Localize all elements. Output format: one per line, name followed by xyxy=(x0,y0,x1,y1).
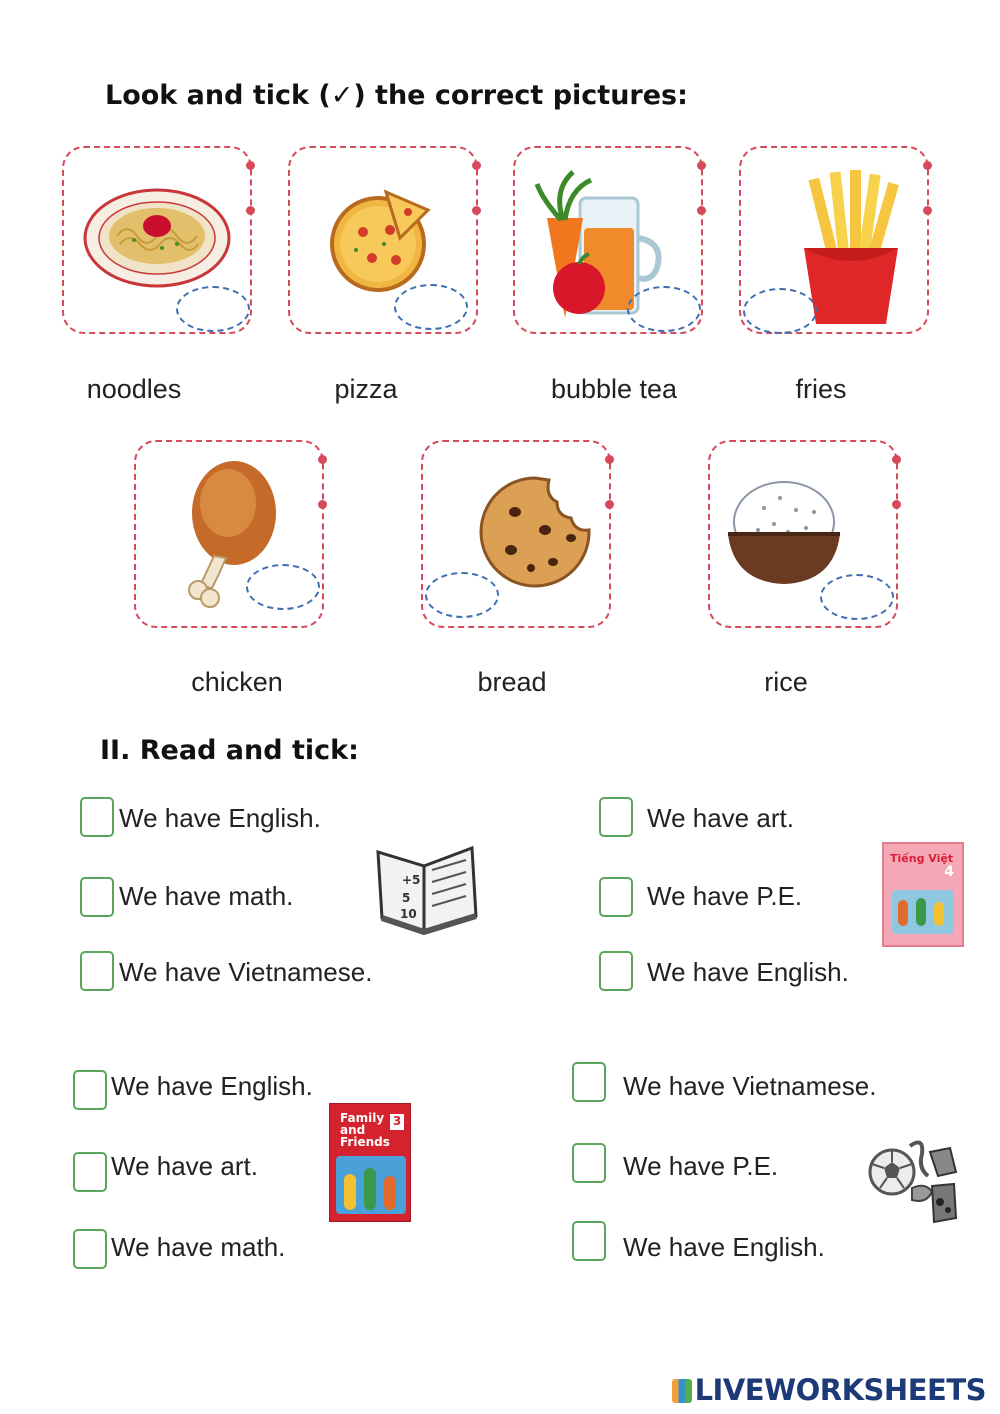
food-card-pizza xyxy=(288,146,478,334)
checkbox[interactable] xyxy=(599,877,633,917)
food-card-chicken xyxy=(134,440,324,628)
label-bubble-tea: bubble tea xyxy=(550,374,678,404)
family-and-friends-book-icon xyxy=(329,1103,411,1222)
label-bread: bread xyxy=(477,667,547,697)
pizza-icon xyxy=(328,182,438,297)
tick-oval[interactable] xyxy=(820,574,894,620)
svg-text:10: 10 xyxy=(400,907,417,921)
tick-oval[interactable] xyxy=(425,572,499,618)
tick-oval[interactable] xyxy=(743,288,817,334)
cookie-icon xyxy=(475,472,595,592)
label-chicken: chicken xyxy=(191,667,283,697)
checkbox[interactable] xyxy=(73,1070,107,1110)
food-card-noodles xyxy=(62,146,252,334)
checkbox[interactable] xyxy=(572,1221,606,1261)
option-text: We have P.E. xyxy=(623,1151,779,1181)
label-pizza: pizza xyxy=(334,374,398,404)
option-text: We have English. xyxy=(111,1071,313,1101)
noodles-icon xyxy=(82,178,232,288)
vietnamese-book-icon xyxy=(882,842,964,947)
tick-oval[interactable] xyxy=(176,286,250,332)
sports-equipment-icon xyxy=(866,1132,960,1230)
book-title: Family and Friends xyxy=(340,1111,390,1149)
option-text: We have art. xyxy=(647,803,794,833)
liveworksheets-logo-icon xyxy=(672,1379,692,1403)
option-text: We have Vietnamese. xyxy=(119,957,373,987)
food-card-rice xyxy=(708,440,898,628)
food-card-fries xyxy=(739,146,929,334)
rice-bowl-icon xyxy=(724,468,844,588)
checkbox[interactable] xyxy=(572,1143,606,1183)
tick-oval[interactable] xyxy=(627,286,701,332)
option-text: We have English. xyxy=(623,1232,825,1262)
option-text: We have English. xyxy=(119,803,321,833)
option-text: We have P.E. xyxy=(647,881,803,911)
option-text: We have math. xyxy=(119,881,294,911)
checkbox[interactable] xyxy=(73,1229,107,1269)
book-number: 4 xyxy=(944,864,954,880)
checkbox[interactable] xyxy=(599,951,633,991)
label-fries: fries xyxy=(795,374,847,404)
svg-text:+5: +5 xyxy=(402,873,421,887)
math-book-icon xyxy=(372,832,480,936)
food-card-bubble-tea xyxy=(513,146,703,334)
checkbox[interactable] xyxy=(80,951,114,991)
tick-oval[interactable] xyxy=(246,564,320,610)
checkbox[interactable] xyxy=(599,797,633,837)
checkbox[interactable] xyxy=(572,1062,606,1102)
checkbox[interactable] xyxy=(80,877,114,917)
tick-oval[interactable] xyxy=(394,284,468,330)
option-text: We have Vietnamese. xyxy=(623,1071,877,1101)
section2-title: II. Read and tick: xyxy=(100,735,359,766)
option-text: We have English. xyxy=(647,957,849,987)
label-noodles: noodles xyxy=(86,374,182,404)
book-title: Tiếng Việt xyxy=(890,852,954,865)
svg-text:5: 5 xyxy=(402,891,411,905)
liveworksheets-logo: LIVEWORKSHEETS xyxy=(672,1373,986,1407)
option-text: We have art. xyxy=(111,1151,258,1181)
option-text: We have math. xyxy=(111,1232,286,1262)
label-rice: rice xyxy=(764,667,808,697)
checkbox[interactable] xyxy=(73,1152,107,1192)
section1-title: Look and tick (✓) the correct pictures: xyxy=(105,80,688,111)
checkbox[interactable] xyxy=(80,797,114,837)
book-number: 3 xyxy=(390,1114,404,1130)
food-card-bread xyxy=(421,440,611,628)
